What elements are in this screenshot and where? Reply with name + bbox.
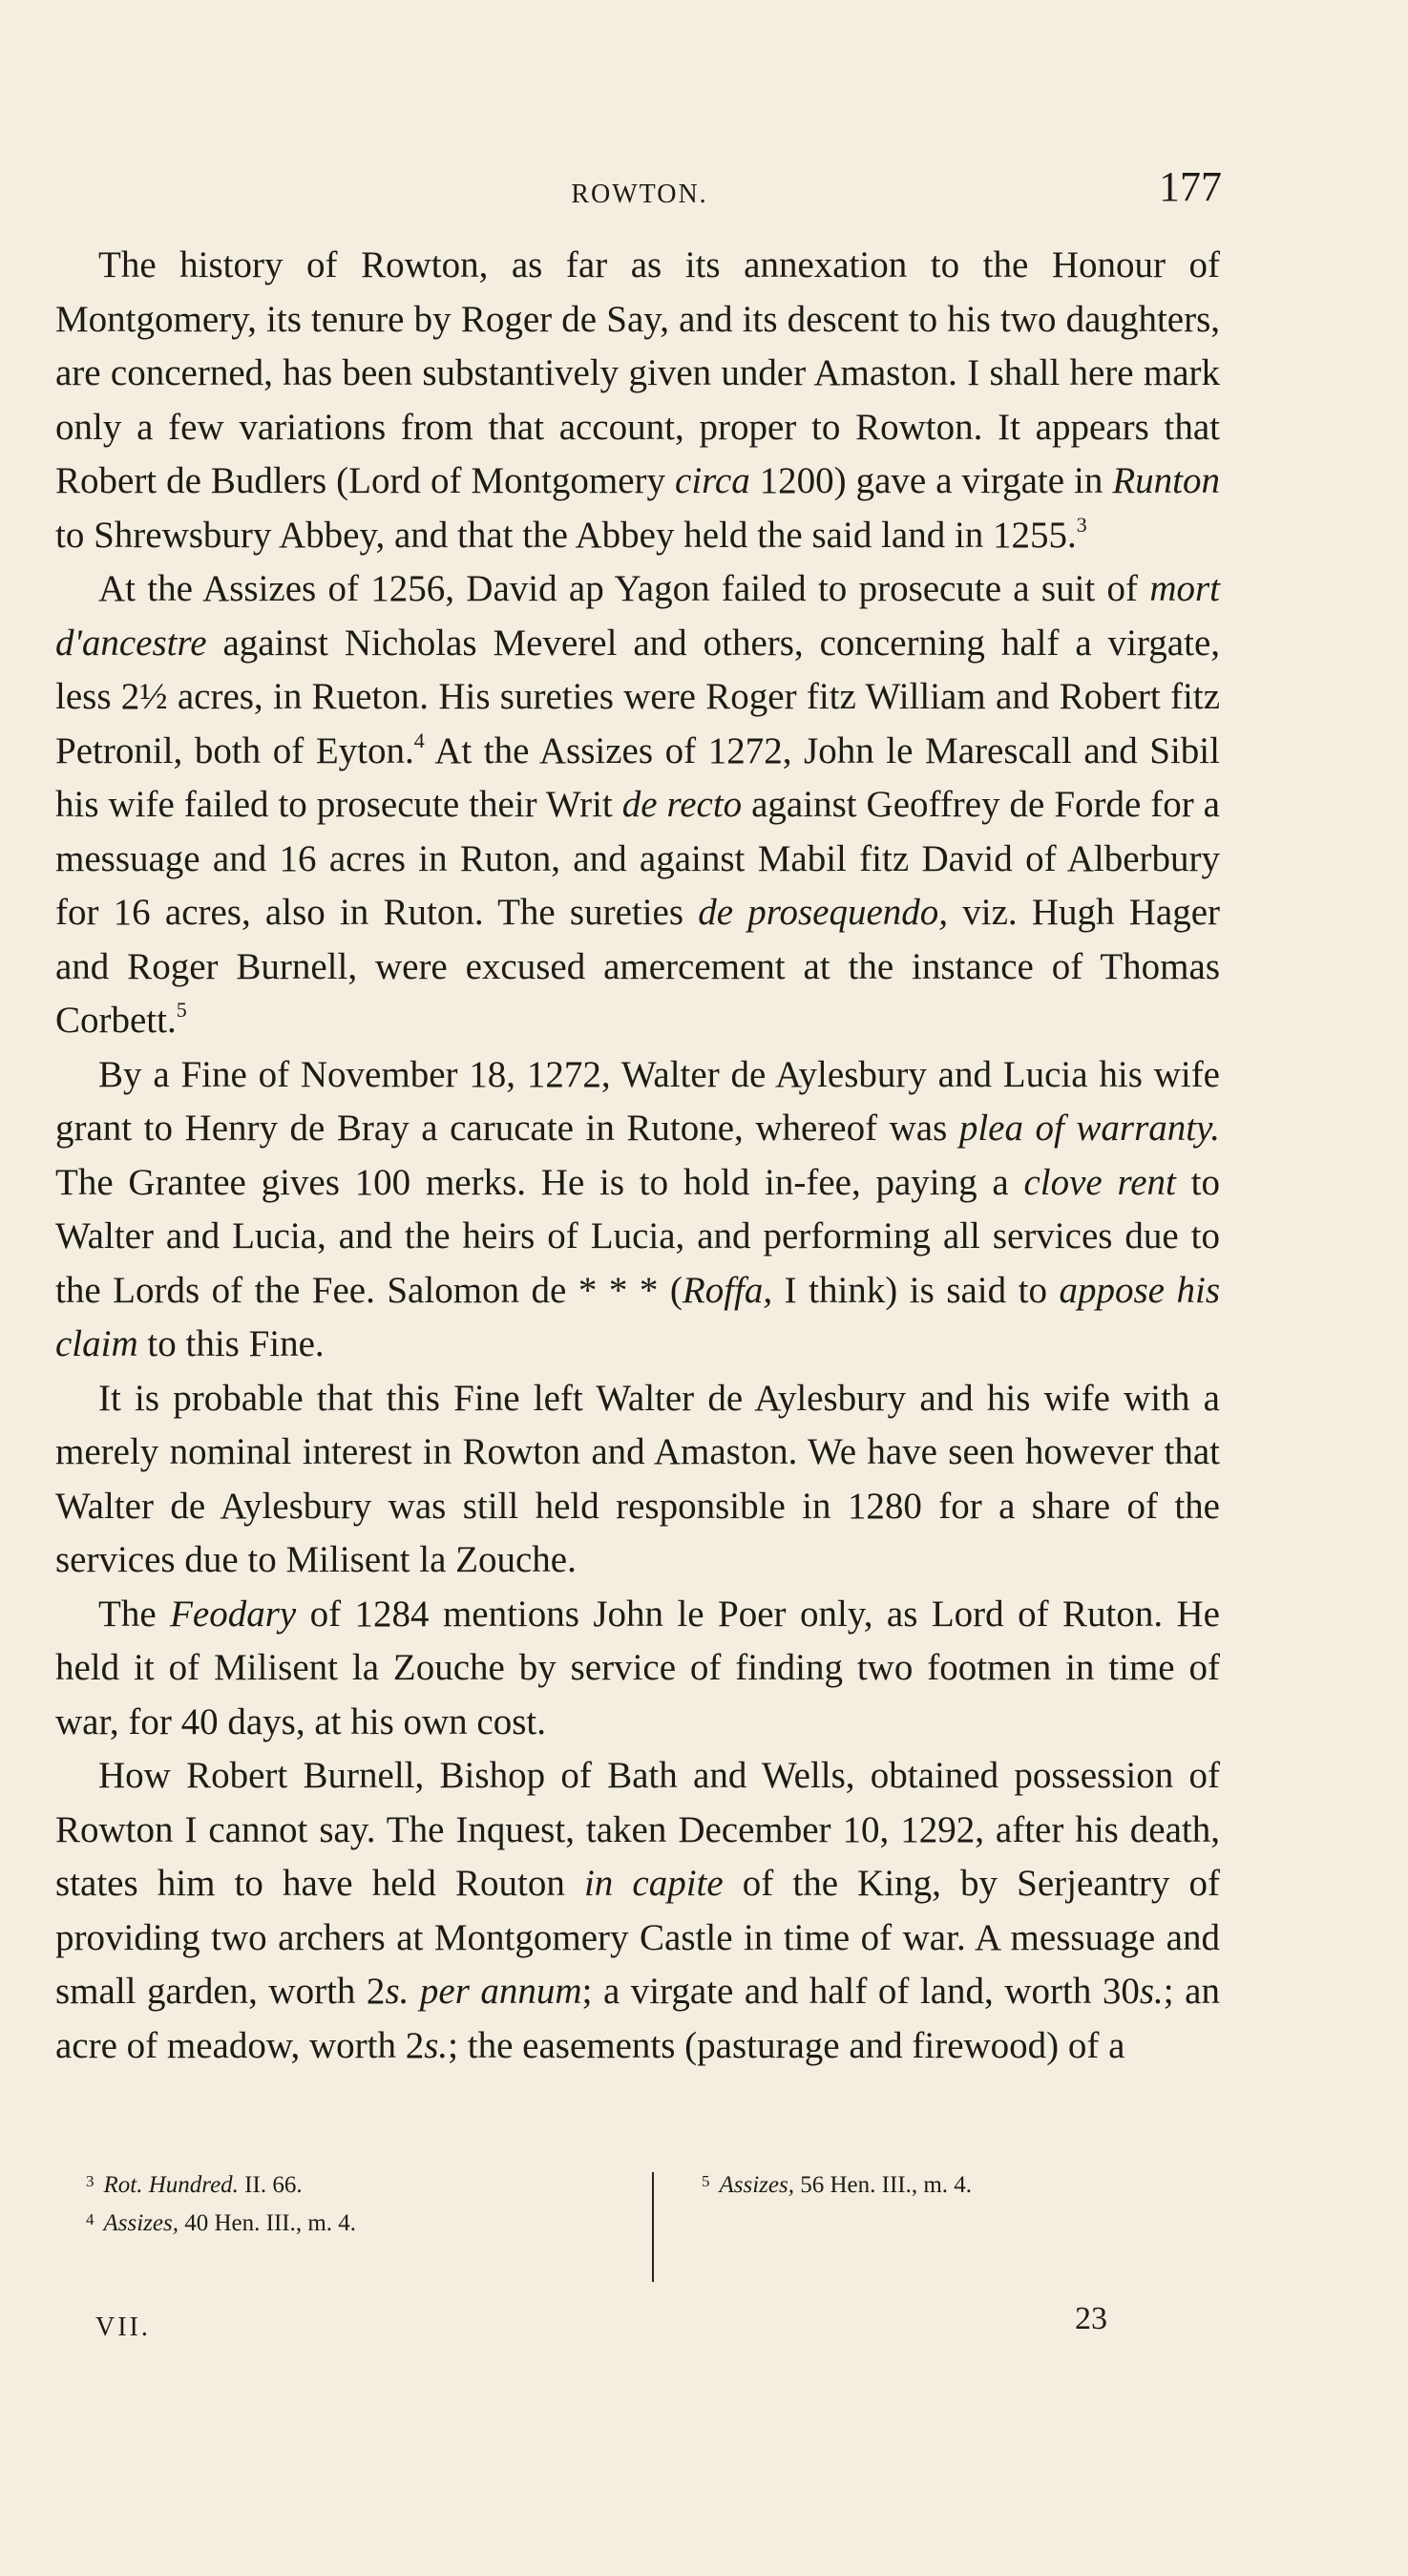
footnote-4: $^4$ Assizes, 40 Hen. III., m. 4. [86, 2210, 357, 2236]
footnote-3: $^3$ Rot. Hundred. II. 66. [86, 2172, 303, 2198]
paragraph-3: By a Fine of November 18, 1272, Walter de Aylesbury and Lucia his wife grant to Henry de Bray a carucate in Rutone, whereof was plea of warranty. The Grantee gives 100 merks. He is to hold in-fee, paying a clove rent to Walter and Lucia, and the heirs of Lucia, and performing all services due to the Lords of the Fee. Salomon de * * * (Roffa, I think) is said to appose his claim to this Fine. [55, 1053, 1221, 1364]
footnote-ref-3: 3 [1076, 512, 1087, 537]
signature-mark: 23 [1075, 2301, 1107, 2336]
footnote-ref-5: 5 [176, 998, 187, 1022]
paragraph-6: How Robert Burnell, Bishop of Bath and Wells, obtained possession of Rowton I cannot say. The Inquest, taken December 10, 1292, after his death, states him to have held Routon in capite of the King, by Serjeantry of providing two archers at Montgomery Castle in time of war. A messuage and small garden, worth 2s. per annum; a virgate and half of land, worth 30s.; an acre of meadow, worth 2s.; the easements (pasturage and firewood) of a [55, 1755, 1220, 2066]
footnote-column-divider [652, 2172, 654, 2282]
page-number: 177 [1159, 163, 1222, 210]
running-head: ROWTON. [571, 179, 708, 209]
paragraph-2: At the Assizes of 1256, David ap Yagon failed to prosecute a suit of mort d'ancestre against Nicholas Meverel and others, concerning half a virgate, less 2½ acres, in Rueton. His sureties were Roger fitz William and Robert fitz Petronil, both of Eyton.$^4$ At the Assizes of 1272, John le Marescall and Sibil his wife failed to prosecute their Writ de recto against Geoffrey de Forde for a messuage and 16 acres in Ruton, and against Mabil fitz David of Alberbury for 16 acres, also in Ruton. The sureties de prosequendo, viz. Hugh Hager and Roger Burnell, were excused amercement at the instance of Thomas Corbett.$^5$ [55, 568, 1221, 1041]
footnote-ref-4: 4 [413, 728, 425, 752]
printer-signature [95, 2301, 1107, 2349]
footnotes-left-column [86, 2172, 620, 2249]
paragraph-5: The Feodary of 1284 mentions John le Poer only, as Lord of Ruton. He held it of Milisent la Zouche by service of finding two footmen in time of war, for 40 days, at his own cost. [55, 1593, 1220, 1742]
paragraph-4: It is probable that this Fine left Walter de Aylesbury and his wife with a merely nominal interest in Rowton and Amaston. We have seen however that Walter de Aylesbury was still held responsible in 1280 for a share of the services due to Milisent la Zouche. [55, 1377, 1220, 1580]
footnotes-right-column [702, 2172, 1217, 2210]
footnote-5: $^5$ Assizes, 56 Hen. III., m. 4. [702, 2172, 973, 2198]
page-header [57, 162, 1222, 220]
body-text [55, 239, 1220, 2073]
footnotes [76, 2172, 1222, 2282]
paragraph-1: The history of Rowton, as far as its annexation to the Honour of Montgomery, its tenure by Roger de Say, and its descent to his two daughters, are concerned, has been substantively given under Amaston. I shall here mark only a few variations from that account, proper to Rowton. It appears that Robert de Budlers (Lord of Montgomery circa 1200) gave a virgate in Runton to Shrewsbury Abbey, and that the Abbey held the said land in 1255.$^3$ [55, 244, 1220, 556]
volume-mark: VII. [95, 2312, 151, 2342]
